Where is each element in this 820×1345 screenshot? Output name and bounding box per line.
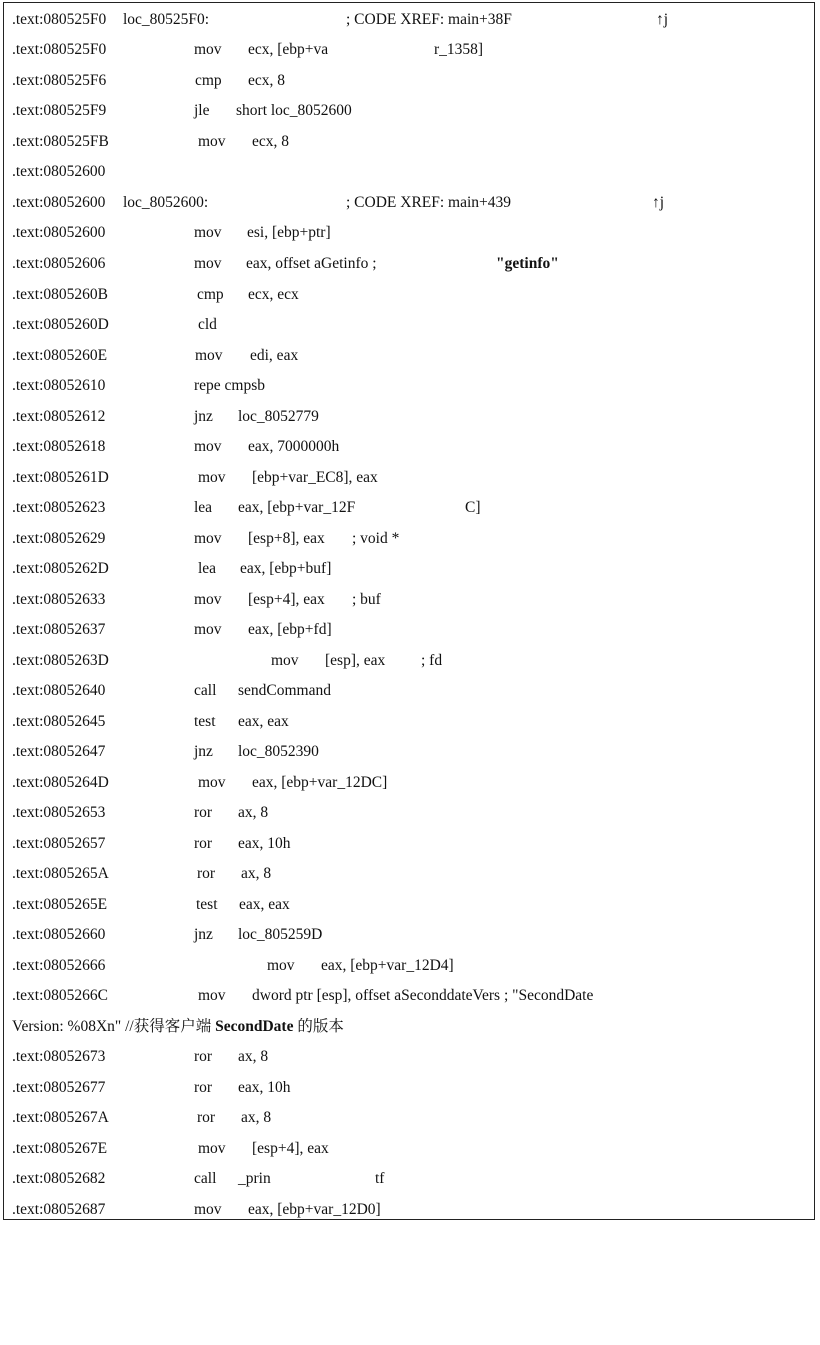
mnemonic: call [194,1170,217,1187]
operand: ax, 8 [241,1109,272,1126]
code-line [4,157,106,187]
address: .text:08052640 [12,682,106,699]
address: .text:08052660 [12,926,106,943]
mnemonic: mov [194,1201,222,1218]
mnemonic: mov [267,957,295,974]
address: .text:08052600 [12,163,106,180]
code-line [4,463,378,493]
address: .text:08052623 [12,499,106,516]
mnemonic: ror [197,865,216,882]
code-line [4,218,331,248]
address: .text:08052629 [12,530,106,547]
operand: ecx, ecx [248,286,299,303]
operand: eax, 10h [238,1079,291,1096]
address: .text:08052610 [12,377,106,394]
operand: ecx, [ebp+va [248,41,329,58]
mnemonic: ror [197,1109,216,1126]
code-line [4,402,319,432]
mnemonic: call [194,682,217,699]
label: loc_80525F0: [123,11,210,28]
address: .text:08052657 [12,835,106,852]
code-line [4,859,272,889]
xref-comment: ; CODE XREF: main+439 [346,194,512,211]
operand: short loc_8052600 [236,102,352,119]
address: .text:08052612 [12,408,106,425]
mnemonic: mov [198,1140,226,1157]
operand: [esp+8], eax [248,530,325,547]
operand: ax, 8 [241,865,272,882]
address: .text:0805263D [12,652,109,669]
mnemonic: mov [194,224,222,241]
address: .text:08052606 [12,255,106,272]
address: .text:0805260B [12,286,109,303]
operand: ecx, 8 [248,72,286,89]
operand: _prin [238,1170,271,1187]
mnemonic: jnz [194,743,213,760]
address: .text:08052637 [12,621,106,638]
operand: eax, eax [238,713,289,730]
code-line [4,981,594,1011]
string-value: "getinfo" [496,255,559,272]
code-line [4,1164,385,1194]
code-line [4,1134,329,1164]
code-line [4,951,454,981]
address: .text:08052677 [12,1079,106,1096]
mnemonic: test [194,713,216,730]
address: .text:0805264D [12,774,109,791]
mnemonic: mov [198,987,226,1004]
address: .text:0805266C [12,987,109,1004]
operand: eax, [ebp+var_12D4] [321,957,454,974]
mnemonic: test [196,896,218,913]
code-line-continuation [4,1012,344,1042]
operand: eax, [ebp+var_12F [238,499,356,516]
operand: loc_8052390 [238,743,319,760]
operand: eax, [ebp+var_12DC] [252,774,388,791]
operand: [ebp+var_EC8], eax [252,469,378,486]
address: .text:08052633 [12,591,106,608]
operand: eax, [ebp+var_12D0] [248,1201,381,1218]
address: .text:08052647 [12,743,106,760]
operand: loc_805259D [238,926,323,943]
code-line [4,35,484,65]
address: .text:0805267A [12,1109,109,1126]
operand-tail: C] [465,499,481,516]
code-line [4,5,669,35]
operand: eax, 7000000h [248,438,340,455]
code-line [4,1103,272,1133]
label: loc_8052600: [123,194,209,211]
operand: eax, [ebp+fd] [248,621,332,638]
code-line [4,615,332,645]
mnemonic: lea [198,560,217,577]
address: .text:080525FB [12,133,109,150]
address: .text:08052673 [12,1048,106,1065]
code-line [4,737,319,767]
address: .text:080525F9 [12,102,107,119]
code-line [4,676,331,706]
mnemonic: cld [198,316,217,333]
mnemonic: mov [194,591,222,608]
code-line [4,707,289,737]
operand: loc_8052779 [238,408,319,425]
mnemonic: repe cmpsb [194,377,266,394]
mnemonic: mov [198,133,226,150]
address: .text:080525F6 [12,72,107,89]
address: .text:08052618 [12,438,106,455]
code-line [4,371,266,401]
xref-arrow: ↑j [652,194,665,211]
address: .text:08052645 [12,713,106,730]
mnemonic: ror [194,804,213,821]
continuation-tail: 的版本 [293,1018,344,1035]
mnemonic: mov [195,347,223,364]
mnemonic: lea [194,499,213,516]
code-line [4,524,400,554]
address: .text:080525F0 [12,11,107,28]
code-line [4,920,323,950]
operand: ax, 8 [238,804,269,821]
mnemonic: ror [194,835,213,852]
mnemonic: jnz [194,408,213,425]
mnemonic: mov [194,41,222,58]
address: .text:0805262D [12,560,109,577]
operand: ax, 8 [238,1048,269,1065]
operand: ecx, 8 [252,133,290,150]
address: .text:0805260E [12,347,108,364]
xref-comment: ; CODE XREF: main+38F [346,11,512,28]
operand: [esp+4], eax [252,1140,329,1157]
address: .text:08052687 [12,1201,106,1218]
code-line [4,341,299,371]
address: .text:08052600 [12,194,106,211]
continuation-text [12,1012,344,1042]
operand-tail: tf [375,1170,385,1187]
address: .text:0805265E [12,896,108,913]
code-line [4,493,481,523]
code-line [4,127,290,157]
code-line [4,1073,291,1103]
address: .text:08052600 [12,224,106,241]
mnemonic: jle [194,102,210,119]
mnemonic: mov [194,255,222,272]
continuation-head: Version: %08Xn" //获得客户端 [12,1018,216,1035]
inline-comment: ; fd [421,652,443,669]
mnemonic: mov [194,530,222,547]
mnemonic: mov [198,469,226,486]
operand: esi, [ebp+ptr] [247,224,331,241]
address: .text:0805267E [12,1140,108,1157]
code-line [4,66,286,96]
code-line [4,432,340,462]
operand: [esp], eax [325,652,386,669]
address: .text:0805261D [12,469,109,486]
mnemonic: cmp [197,286,224,303]
operand: [esp+4], eax [248,591,325,608]
code-line [4,768,388,798]
code-line [4,96,352,126]
code-line [4,554,332,584]
inline-comment: ; buf [352,591,381,608]
code-line [4,585,381,615]
code-line [4,798,269,828]
inline-comment: ; void * [352,530,400,547]
xref-arrow: ↑j [656,11,669,28]
address: .text:08052653 [12,804,106,821]
mnemonic: mov [271,652,299,669]
address: .text:080525F0 [12,41,107,58]
operand: edi, eax [250,347,299,364]
mnemonic: mov [198,774,226,791]
code-line [4,188,665,218]
address: .text:08052682 [12,1170,106,1187]
code-line [4,890,290,920]
code-listing-frame [3,2,815,1220]
address: .text:0805260D [12,316,109,333]
mnemonic: jnz [194,926,213,943]
operand: dword ptr [esp], offset aSeconddateVers ; "SecondDate [252,987,594,1004]
operand: eax, 10h [238,835,291,852]
operand: eax, eax [239,896,290,913]
code-line [4,310,217,340]
mnemonic: mov [194,621,222,638]
mnemonic: ror [194,1079,213,1096]
operand-tail: r_1358] [434,41,484,58]
mnemonic: mov [194,438,222,455]
operand: eax, offset aGetinfo ; [246,255,377,272]
code-line [4,249,559,279]
code-line [4,1042,269,1072]
continuation-bold: SecondDate [215,1018,294,1035]
code-line [4,646,443,676]
code-line [4,1195,381,1225]
address: .text:0805265A [12,865,109,882]
operand: sendCommand [238,682,331,699]
operand: eax, [ebp+buf] [240,560,332,577]
code-line [4,280,299,310]
mnemonic: ror [194,1048,213,1065]
code-line [4,829,291,859]
mnemonic: cmp [195,72,222,89]
address: .text:08052666 [12,957,106,974]
